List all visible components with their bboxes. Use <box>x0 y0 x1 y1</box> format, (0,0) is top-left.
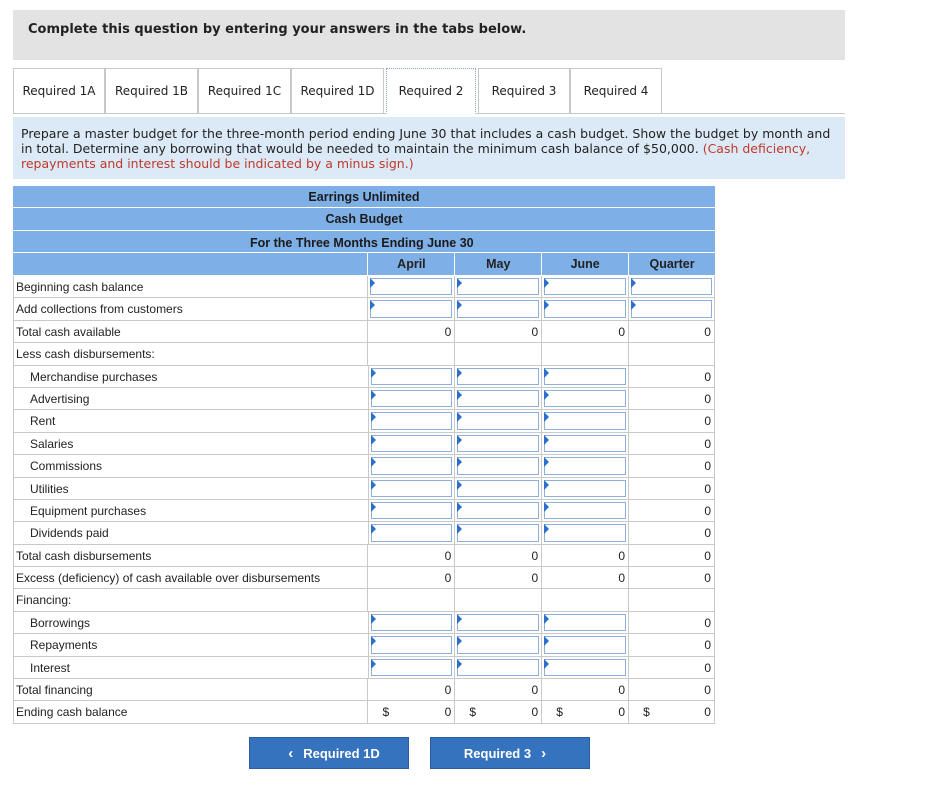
commissions-april-input[interactable] <box>368 455 455 476</box>
merchandise-june-input[interactable] <box>541 366 628 387</box>
company-name: Earrings Unlimited <box>13 186 715 208</box>
instructions-text: Prepare a master budget for the three-month period ending June 30 that includes a cash budget. Show the budget by month and in total. Determine any borrowing that would be needed to maintain the minimum cash balance of $50,000. <box>21 126 831 156</box>
row-label: Commissions <box>13 455 368 476</box>
instructions-note: (Cash deficiency, repayments and interest should be indicated by a minus sign.) <box>21 141 811 171</box>
row-label: Advertising <box>13 388 368 409</box>
tab-required-1a[interactable]: Required 1A <box>13 68 105 113</box>
merchandise-may-input[interactable] <box>454 366 541 387</box>
row-label: Total cash available <box>13 321 367 342</box>
table-row <box>13 545 715 567</box>
prev-button[interactable] <box>249 737 409 769</box>
utilities-april-input[interactable] <box>368 478 455 499</box>
row-label: Less cash disbursements: <box>13 343 367 364</box>
excess-quarter: 0 <box>628 567 715 588</box>
collections-quarter-input[interactable] <box>628 298 715 319</box>
row-label: Ending cash balance <box>13 701 367 722</box>
interest-quarter: 0 <box>628 657 715 678</box>
currency-symbol: $ <box>556 705 563 720</box>
total-available-june: 0 <box>541 321 628 342</box>
salaries-may-input[interactable] <box>454 433 541 454</box>
tab-required-2[interactable]: Required 2 <box>386 68 476 114</box>
rent-april-input[interactable] <box>368 410 455 431</box>
ending-cash-june-value: 0 <box>618 705 626 720</box>
table-row <box>13 701 715 723</box>
collections-may-input[interactable] <box>454 298 541 319</box>
repayments-may-input[interactable] <box>454 634 541 655</box>
borrowings-quarter: 0 <box>628 612 715 633</box>
beginning-cash-quarter-input[interactable] <box>628 276 715 297</box>
excess-june: 0 <box>541 567 628 588</box>
budget-title: Cash Budget <box>13 208 715 231</box>
instructions-header <box>13 10 845 60</box>
borrowings-may-input[interactable] <box>454 612 541 633</box>
collections-june-input[interactable] <box>541 298 628 319</box>
ending-cash-quarter-value: 0 <box>704 705 711 720</box>
total-disbursements-may: 0 <box>454 545 541 566</box>
merchandise-april-input[interactable] <box>368 366 455 387</box>
row-label: Add collections from customers <box>13 298 367 319</box>
table-row <box>13 657 715 679</box>
column-june: June <box>541 253 628 275</box>
equipment-april-input[interactable] <box>368 500 455 521</box>
collections-april-input[interactable] <box>367 298 454 319</box>
table-row <box>13 298 715 320</box>
row-label: Financing: <box>13 589 367 610</box>
dividends-quarter: 0 <box>628 522 715 543</box>
merchandise-quarter: 0 <box>628 366 715 387</box>
table-row <box>13 455 715 477</box>
total-financing-may: 0 <box>454 679 541 700</box>
column-quarter: Quarter <box>628 253 715 275</box>
row-label: Rent <box>13 410 368 431</box>
row-label: Excess (deficiency) of cash available over disbursements <box>13 567 367 588</box>
salaries-quarter: 0 <box>628 433 715 454</box>
ending-cash-may-value: 0 <box>531 705 539 720</box>
tab-required-1b[interactable]: Required 1B <box>105 68 198 113</box>
row-label: Dividends paid <box>13 522 368 543</box>
borrowings-april-input[interactable] <box>368 612 455 633</box>
rent-june-input[interactable] <box>541 410 628 431</box>
advertising-april-input[interactable] <box>368 388 455 409</box>
table-row <box>13 321 715 343</box>
tab-required-1d[interactable]: Required 1D <box>291 68 384 113</box>
row-label: Borrowings <box>13 612 368 633</box>
excess-april: 0 <box>367 567 454 588</box>
row-label: Total financing <box>13 679 367 700</box>
tab-required-3[interactable]: Required 3 <box>478 68 570 113</box>
utilities-june-input[interactable] <box>541 478 628 499</box>
total-disbursements-quarter: 0 <box>628 545 715 566</box>
rent-may-input[interactable] <box>454 410 541 431</box>
table-row <box>13 343 715 365</box>
column-may: May <box>454 253 541 275</box>
column-header-row <box>13 253 715 276</box>
table-row <box>13 612 715 634</box>
tab-bar <box>13 68 845 114</box>
row-label: Utilities <box>13 478 368 499</box>
table-row <box>13 634 715 656</box>
beginning-cash-april-input[interactable] <box>367 276 454 297</box>
equipment-may-input[interactable] <box>454 500 541 521</box>
prev-button-label: Required 1D <box>303 745 380 761</box>
salaries-june-input[interactable] <box>541 433 628 454</box>
currency-symbol: $ <box>382 705 390 720</box>
ending-cash-april <box>367 701 454 722</box>
commissions-quarter: 0 <box>628 455 715 476</box>
table-row <box>13 433 715 455</box>
ending-cash-quarter <box>628 701 715 722</box>
instructions-panel <box>13 117 845 179</box>
equipment-june-input[interactable] <box>541 500 628 521</box>
ending-cash-april-value: 0 <box>444 705 452 720</box>
next-button-label: Required 3 <box>463 745 532 761</box>
dividends-may-input[interactable] <box>454 522 541 543</box>
salaries-april-input[interactable] <box>368 433 455 454</box>
repayments-june-input[interactable] <box>541 634 628 655</box>
row-label: Beginning cash balance <box>13 276 367 297</box>
total-financing-april: 0 <box>367 679 454 700</box>
total-financing-june: 0 <box>541 679 628 700</box>
table-row <box>13 500 715 522</box>
dividends-june-input[interactable] <box>541 522 628 543</box>
ending-cash-may <box>454 701 541 722</box>
advertising-quarter: 0 <box>628 388 715 409</box>
commissions-may-input[interactable] <box>454 455 541 476</box>
rent-quarter: 0 <box>628 410 715 431</box>
row-label: Merchandise purchases <box>13 366 368 387</box>
currency-symbol: $ <box>643 705 650 720</box>
table-row <box>13 478 715 500</box>
currency-symbol: $ <box>469 705 477 720</box>
table-row <box>13 410 715 432</box>
advertising-june-input[interactable] <box>541 388 628 409</box>
table-row <box>13 276 715 298</box>
budget-period: For the Three Months Ending June 30 <box>13 231 715 253</box>
total-disbursements-june: 0 <box>541 545 628 566</box>
row-label: Repayments <box>13 634 368 655</box>
repayments-april-input[interactable] <box>368 634 455 655</box>
advertising-may-input[interactable] <box>454 388 541 409</box>
interest-may-input[interactable] <box>454 657 541 678</box>
row-label: Equipment purchases <box>13 500 368 521</box>
chevron-left-icon: ‹ <box>288 744 294 762</box>
table-row <box>13 567 715 589</box>
chevron-right-icon: › <box>541 744 547 762</box>
beginning-cash-may-input[interactable] <box>454 276 541 297</box>
borrowings-june-input[interactable] <box>541 612 628 633</box>
excess-may: 0 <box>454 567 541 588</box>
interest-june-input[interactable] <box>541 657 628 678</box>
commissions-june-input[interactable] <box>541 455 628 476</box>
total-disbursements-april: 0 <box>367 545 454 566</box>
cash-budget-table <box>13 186 715 724</box>
column-april: April <box>367 253 454 275</box>
header-text: Complete this question by entering your answers in the tabs below. <box>28 22 527 37</box>
ending-cash-june <box>541 701 628 722</box>
equipment-quarter: 0 <box>628 500 715 521</box>
table-row <box>13 679 715 701</box>
repayments-quarter: 0 <box>628 634 715 655</box>
dividends-april-input[interactable] <box>368 522 455 543</box>
total-available-may: 0 <box>454 321 541 342</box>
row-label: Total cash disbursements <box>13 545 367 566</box>
next-button[interactable] <box>430 737 590 769</box>
total-financing-quarter: 0 <box>628 679 715 700</box>
table-row <box>13 366 715 388</box>
beginning-cash-june-input[interactable] <box>541 276 628 297</box>
utilities-quarter: 0 <box>628 478 715 499</box>
row-label: Salaries <box>13 433 368 454</box>
table-row <box>13 388 715 410</box>
total-available-quarter: 0 <box>628 321 715 342</box>
table-row <box>13 589 715 611</box>
row-label: Interest <box>13 657 368 678</box>
table-row <box>13 522 715 544</box>
tab-required-4[interactable]: Required 4 <box>570 68 662 113</box>
tab-required-1c[interactable]: Required 1C <box>198 68 291 113</box>
interest-april-input[interactable] <box>368 657 455 678</box>
total-available-april: 0 <box>367 321 454 342</box>
utilities-may-input[interactable] <box>454 478 541 499</box>
